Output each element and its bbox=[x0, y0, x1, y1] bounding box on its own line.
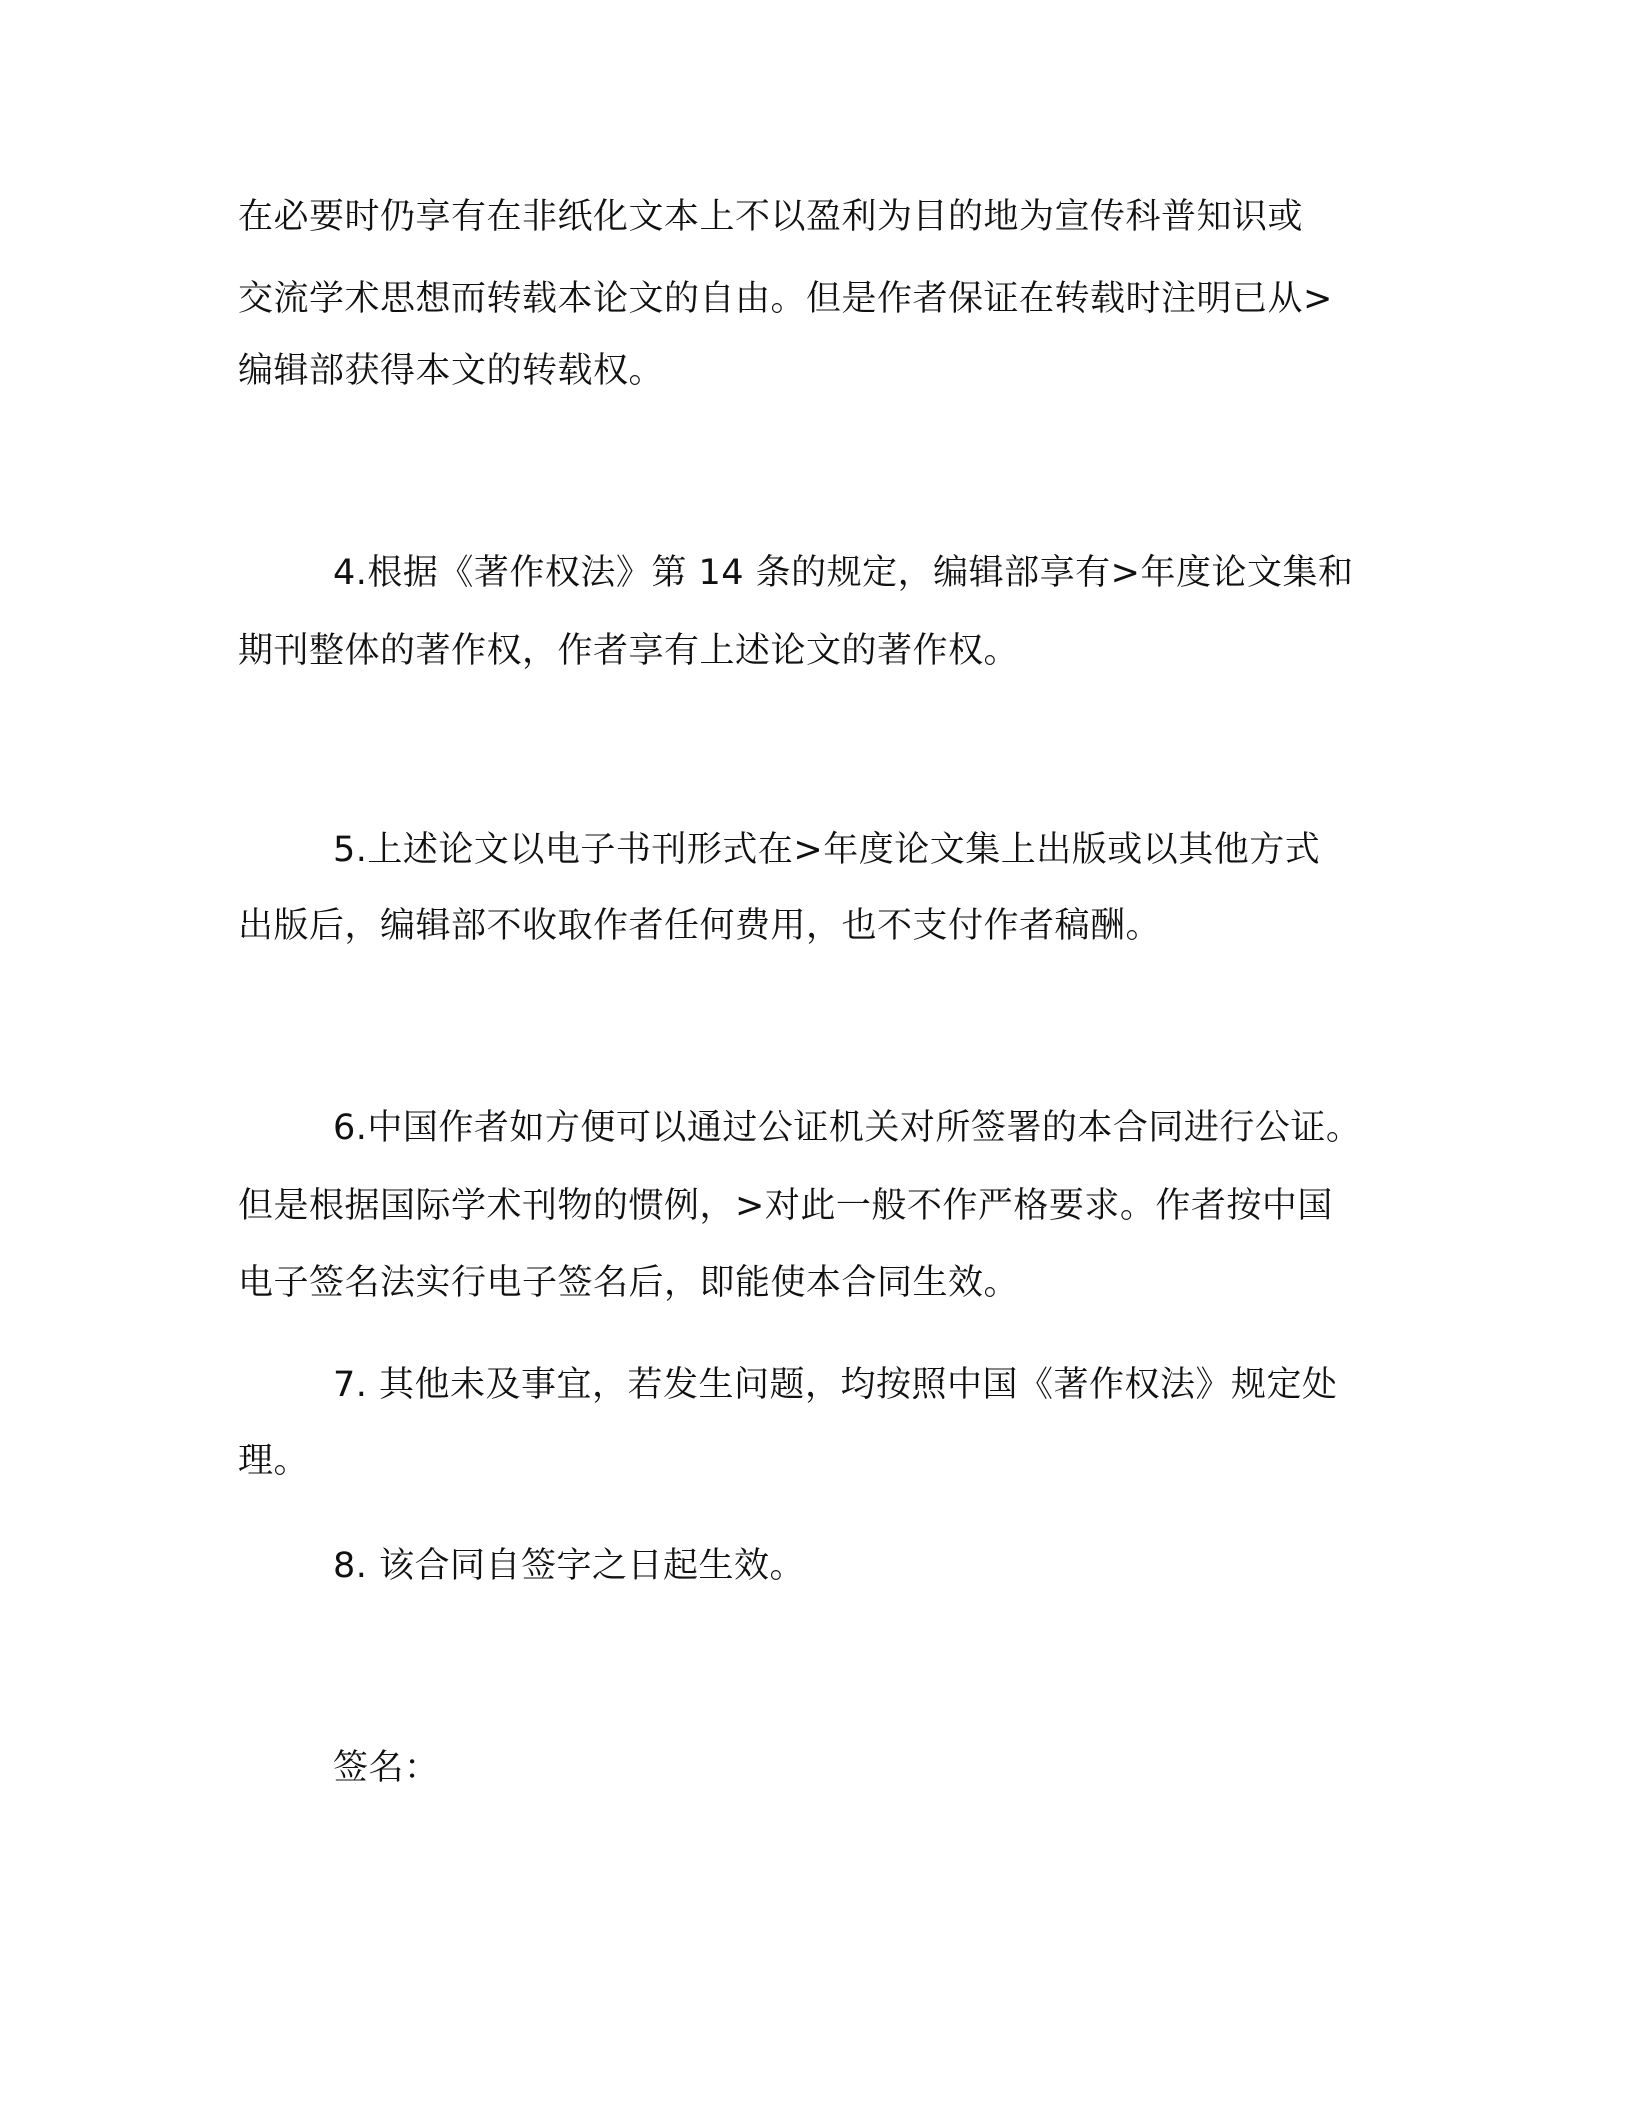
paragraph-4-line-2: 期刊整体的著作权，作者享有上述论文的著作权。 bbox=[238, 631, 1020, 671]
paragraph-7-line-2: 理。 bbox=[238, 1441, 310, 1481]
paragraph-5-line-2: 出版后，编辑部不收取作者任何费用，也不支付作者稿酬。 bbox=[238, 906, 1162, 946]
paragraph-7-line-1: 7. 其他未及事宜，若发生问题，均按照中国《著作权法》规定处 bbox=[333, 1365, 1338, 1405]
signature-label: 签名： bbox=[333, 1748, 440, 1788]
paragraph-6-line-1: 6.中国作者如方便可以通过公证机关对所签署的本合同进行公证。 bbox=[333, 1108, 1362, 1148]
paragraph-3-line-2: 交流学术思想而转载本论文的自由。但是作者保证在转载时注明已从> bbox=[238, 279, 1333, 319]
paragraph-6-line-3: 电子签名法实行电子签名后，即能使本合同生效。 bbox=[238, 1263, 1020, 1303]
paragraph-4-line-1: 4.根据《著作权法》第 14 条的规定，编辑部享有>年度论文集和 bbox=[333, 553, 1354, 593]
paragraph-3-line-1: 在必要时仍享有在非纸化文本上不以盈利为目的地为宣传科普知识或 bbox=[238, 197, 1304, 237]
paragraph-3-line-3: 编辑部获得本文的转载权。 bbox=[238, 351, 665, 391]
paragraph-6-line-2: 但是根据国际学术刊物的惯例，>对此一般不作严格要求。作者按中国 bbox=[238, 1186, 1333, 1226]
paragraph-8-line-1: 8. 该合同自签字之日起生效。 bbox=[333, 1546, 806, 1586]
paragraph-5-line-1: 5.上述论文以电子书刊形式在>年度论文集上出版或以其他方式 bbox=[333, 830, 1321, 870]
